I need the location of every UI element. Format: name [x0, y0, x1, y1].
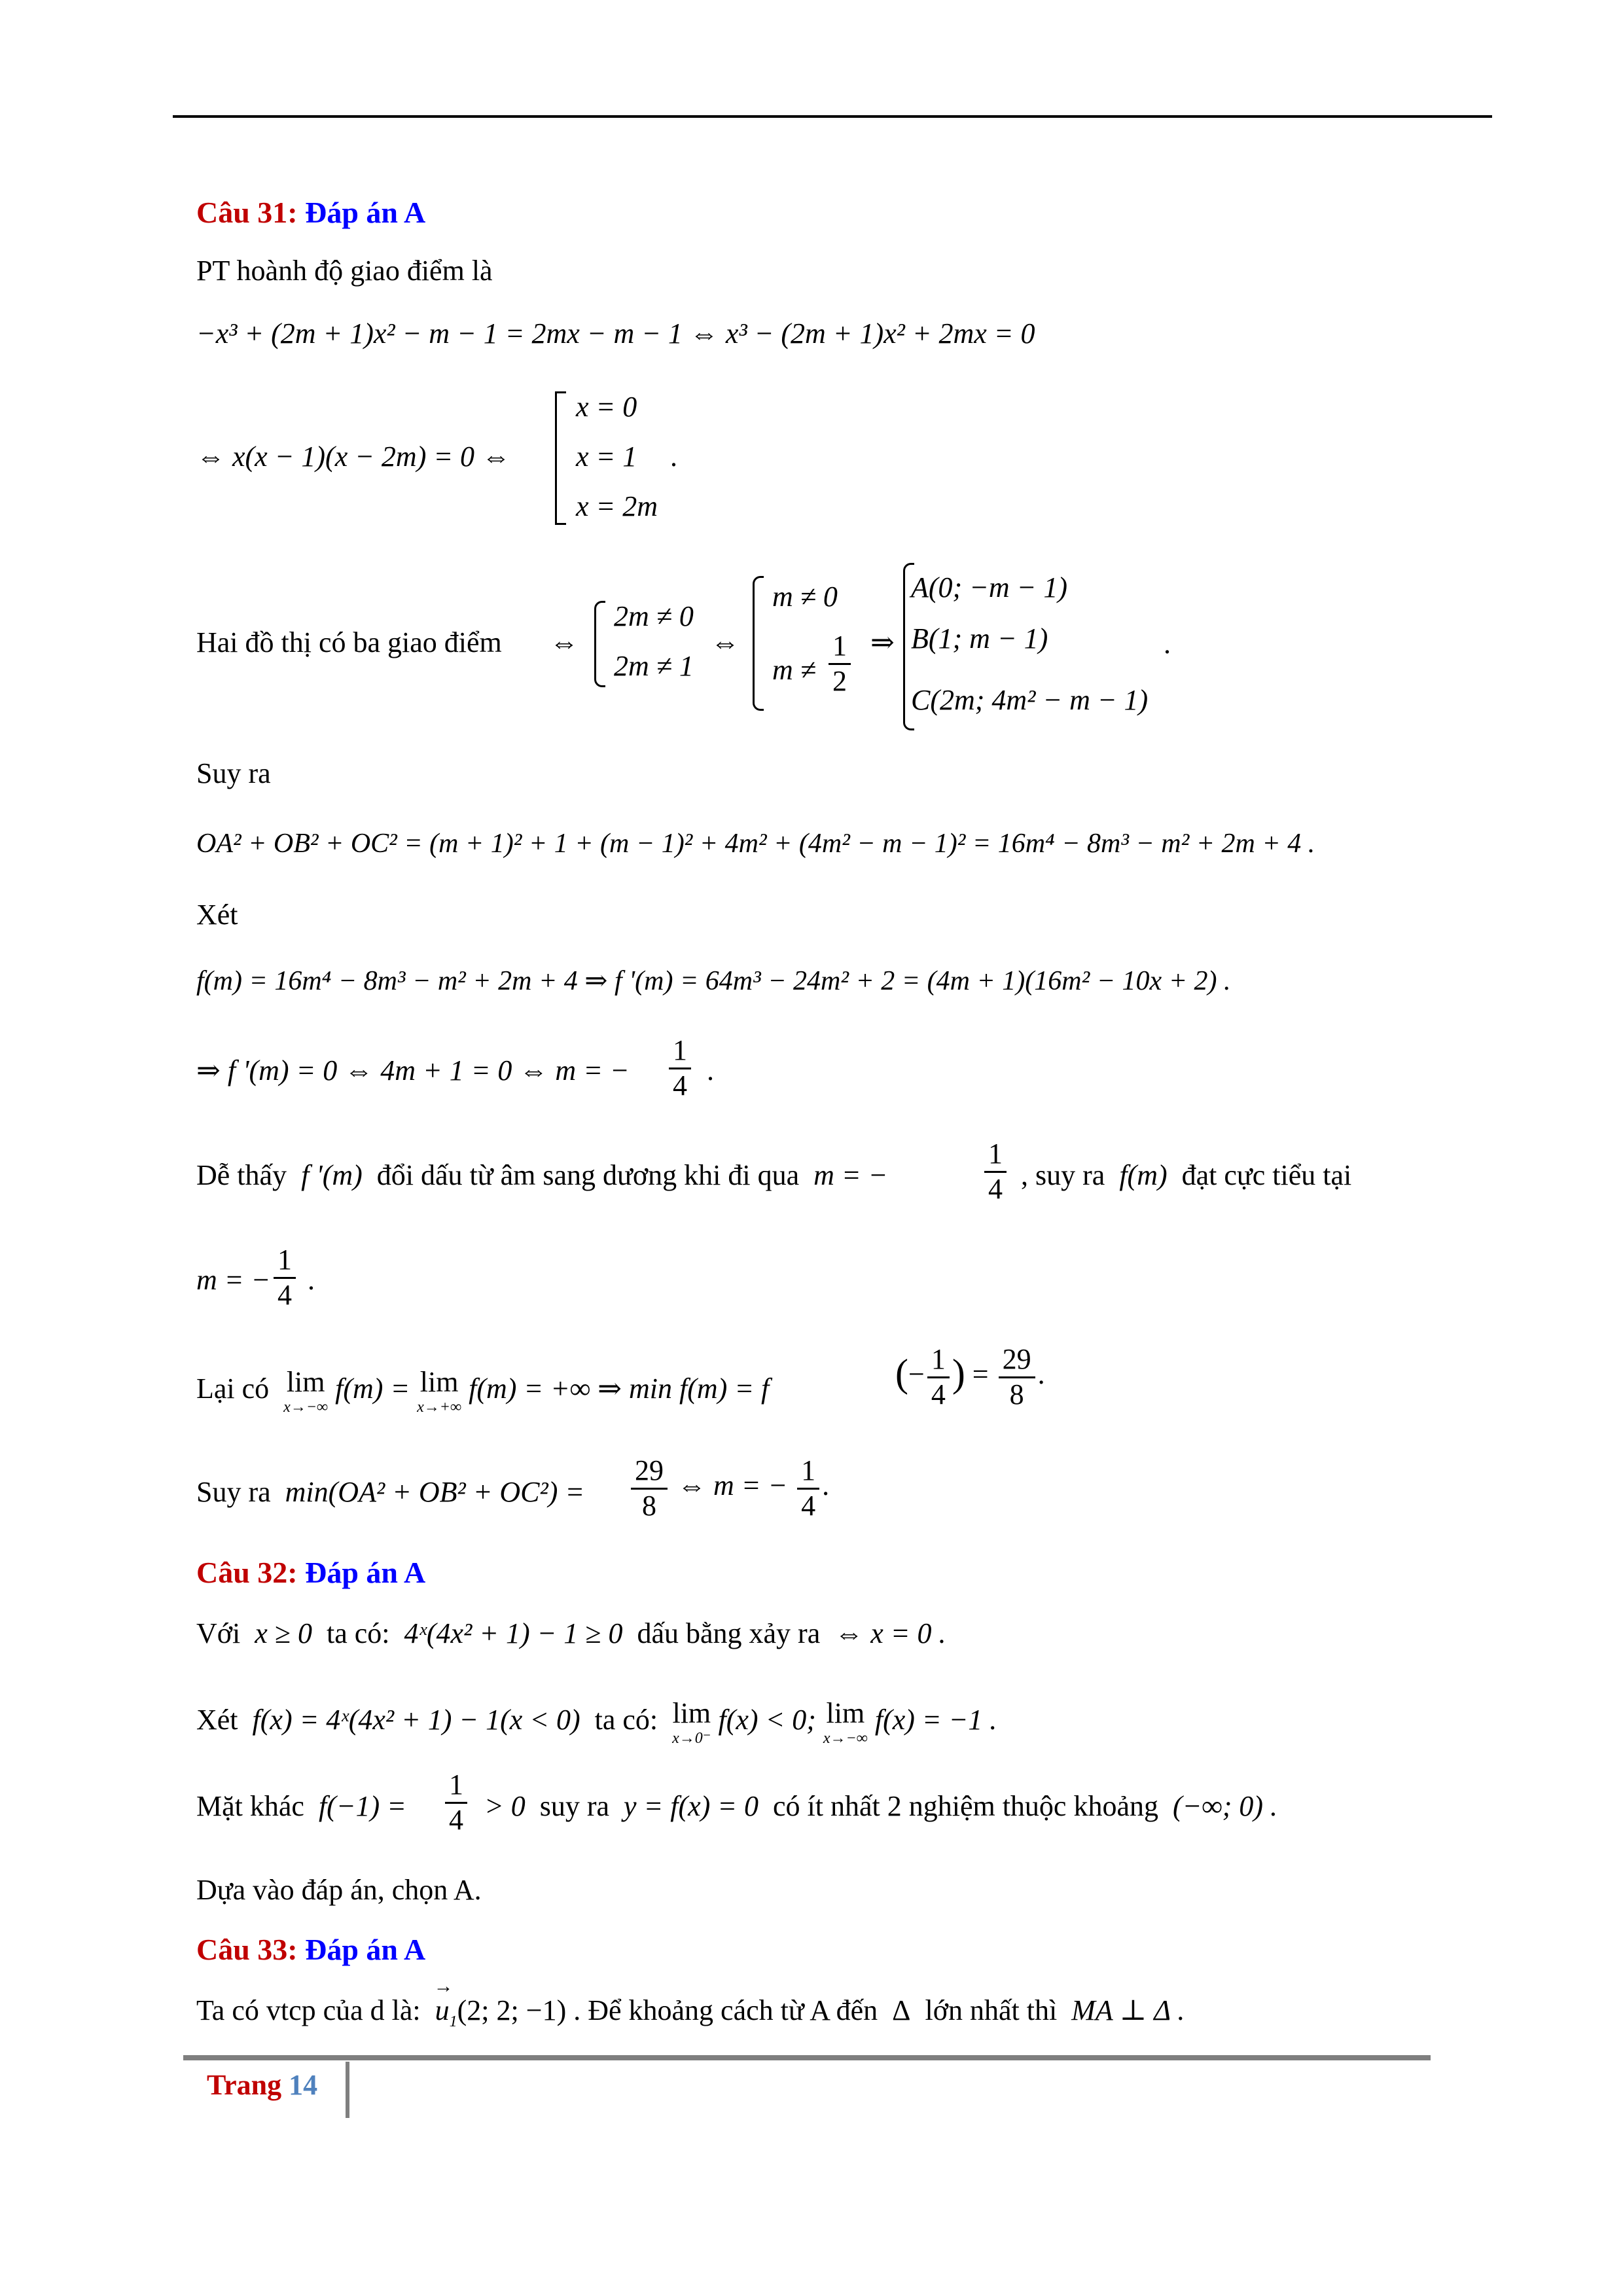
fraction-denominator: 4 [673, 1069, 687, 1102]
math: f(x) = −1 . [874, 1704, 997, 1736]
lim-sub: x→+∞ [417, 1399, 462, 1416]
text-suy-ra: Suy ra [196, 1476, 271, 1508]
fraction-numerator: 1 [274, 1244, 296, 1279]
q31-lai-co [196, 1368, 769, 1415]
q32-line-1 [196, 1619, 946, 1648]
q31-intro: PT hoành độ giao điểm là [196, 255, 493, 287]
period-2: . [1164, 628, 1171, 660]
math: f(x) < 0; [718, 1704, 816, 1736]
fraction-one-quarter [442, 1768, 470, 1837]
math: MA ⊥ Δ . [1071, 1994, 1185, 2026]
question-label: Câu 33: [196, 1933, 298, 1966]
text-fprime: f '(m) [301, 1159, 363, 1191]
answer-label: Đáp án A [305, 1556, 426, 1589]
root-2: x = 1 [576, 440, 637, 473]
text-de-thay: Dễ thấy [196, 1159, 287, 1191]
page-number: 14 [289, 2069, 318, 2101]
lim-word: lim [419, 1366, 459, 1398]
math: y = f(x) = 0 [624, 1790, 758, 1822]
fraction-denominator: 4 [801, 1489, 816, 1522]
fraction-numerator: 1 [927, 1343, 950, 1378]
math: x ≥ 0 [255, 1617, 312, 1649]
root-bracket [555, 391, 566, 525]
text: Mặt khác [196, 1790, 304, 1822]
fraction-denominator: 2 [832, 664, 847, 697]
period-3: . [707, 1054, 714, 1086]
limit-minus-infinity [283, 1368, 328, 1415]
header-rule [173, 115, 1492, 118]
fraction-denominator: 4 [449, 1803, 463, 1836]
page-footer [207, 2068, 317, 2102]
point-c: C(2m; 4m² − m − 1) [911, 684, 1149, 716]
cond2-b: m ≠ [772, 654, 816, 686]
question-33-heading [196, 1932, 425, 1967]
lim-sub: x→−∞ [823, 1730, 868, 1747]
fraction-denominator: 4 [931, 1378, 946, 1410]
lim-rest: f(m) = +∞ ⇒ min f(m) = f [469, 1372, 770, 1405]
point-b: B(1; m − 1) [911, 622, 1048, 655]
vector-subscript: 1 [449, 2013, 457, 2030]
text-cuc-tieu: đạt cực tiểu tại [1181, 1159, 1352, 1191]
text: ta có: [594, 1704, 658, 1736]
math: (−∞; 0) . [1173, 1790, 1278, 1822]
text-lai-co: Lại có [196, 1372, 270, 1405]
limit-minus-infinity [823, 1699, 868, 1746]
footer-word: Trang [207, 2069, 282, 2101]
fraction-numerator: 29 [631, 1454, 668, 1490]
vector-letter: u [435, 1994, 450, 2026]
lim-word: lim [672, 1697, 711, 1729]
cond2-a: m ≠ 0 [772, 581, 838, 613]
text-m-neg: m = − [813, 1159, 888, 1191]
answer-label: Đáp án A [305, 1933, 426, 1966]
answer-label: Đáp án A [305, 196, 426, 229]
cond1-a: 2m ≠ 0 [614, 600, 694, 632]
limit-plus-infinity [417, 1368, 461, 1415]
fraction-denominator: 8 [642, 1489, 656, 1522]
limit-zero-minus [672, 1699, 711, 1746]
math: 4ˣ(4x² + 1) − 1 ≥ 0 [404, 1617, 623, 1649]
question-32-heading [196, 1555, 425, 1590]
q31-equation-1: −x³ + (2m + 1)x² − m − 1 = 2mx − m − 1 ⇔ x³ − (2m + 1)x² + 2mx = 0 [196, 317, 1035, 350]
period: . [670, 440, 677, 473]
fraction-numerator: 1 [445, 1768, 467, 1804]
min-expression: min(OA² + OB² + OC²) = [285, 1476, 585, 1508]
lim-sub: x→−∞ [283, 1399, 329, 1416]
iff-symbol: ⇔ [550, 626, 579, 658]
q31-m-value: m = − [196, 1264, 271, 1296]
lim-word: lim [286, 1366, 325, 1398]
min-tail: ⇔ m = − [677, 1469, 788, 1502]
q31-factored-equation: ⇔ x(x − 1)(x − 2m) = 0 ⇔ [196, 440, 511, 473]
question-31-heading [196, 195, 425, 230]
footer-rule [183, 2055, 1431, 2060]
cond1-b: 2m ≠ 1 [614, 650, 694, 682]
footer-divider [346, 2062, 349, 2118]
period-4: . [308, 1264, 315, 1296]
text: lớn nhất thì [925, 1994, 1058, 2026]
fraction-denominator: 4 [277, 1278, 292, 1311]
fraction-numerator: 1 [669, 1034, 691, 1069]
fraction-numerator: 1 [984, 1138, 1007, 1173]
q31-suy-ra-min [196, 1478, 584, 1507]
q31-xet: Xét [196, 899, 238, 931]
q31-sum-of-squares: OA² + OB² + OC² = (m + 1)² + 1 + (m − 1)² + 4m² + (4m² − m − 1)² = 16m⁴ − 8m³ − m² + 2m + 4 . [196, 829, 1315, 859]
fraction-numerator: 29 [999, 1343, 1035, 1378]
fraction-neg-quarter: (− $\frac{1}{4}$ ) = $\frac{29}{8}$ . [895, 1343, 1045, 1410]
fraction-numerator: 1 [797, 1454, 819, 1490]
q33-line-1 [196, 1994, 1185, 2030]
math: f(−1) = [318, 1790, 406, 1822]
root-1: x = 0 [576, 391, 637, 423]
q31-three-points-text: Hai đồ thị có ba giao điểm [196, 626, 502, 658]
question-label: Câu 32: [196, 1556, 298, 1589]
fraction-quarter [666, 1034, 694, 1102]
text: Ta có vtcp của d là: [196, 1994, 421, 2026]
q31-de-thay-tail [1021, 1161, 1351, 1190]
q31-derivative-zero: ⇒ f '(m) = 0 ⇔ 4m + 1 = 0 ⇔ m = − [196, 1054, 630, 1086]
math: ⇔ x = 0 . [834, 1617, 946, 1649]
q31-function-derivative: f(m) = 16m⁴ − 8m³ − m² + 2m + 4 ⇒ f '(m) = 64m³ − 24m² + 2 = (4m + 1)(16m² − 10x + 2) . [196, 966, 1231, 996]
q32-line-4: Dựa vào đáp án, chọn A. [196, 1874, 482, 1906]
math: f(x) = 4ˣ(4x² + 1) − 1(x < 0) [252, 1704, 580, 1736]
fraction-denominator: 8 [1009, 1378, 1024, 1410]
text: suy ra [539, 1790, 610, 1822]
implies-symbol: ⇒ [870, 626, 895, 658]
text-fm: f(m) [1119, 1159, 1168, 1191]
text: ta có: [326, 1617, 390, 1649]
math: > 0 [484, 1790, 526, 1822]
text: có ít nhất 2 nghiệm thuộc khoảng [773, 1790, 1158, 1822]
direction-vector [435, 1994, 457, 2030]
iff-symbol-2: ⇔ [711, 626, 740, 658]
text: Xét [196, 1704, 238, 1736]
brace-1 [594, 601, 605, 687]
cond2-fraction [826, 630, 853, 698]
lim-sub: x→0⁻ [672, 1730, 711, 1747]
fraction-quarter-2 [982, 1138, 1009, 1206]
text: Với [196, 1617, 241, 1649]
fraction-numerator: 1 [829, 630, 851, 665]
text-doi-dau: đổi dấu từ âm sang dương khi đi qua [376, 1159, 800, 1191]
delta-symbol: Δ [892, 1994, 911, 2026]
question-label: Câu 31: [196, 196, 298, 229]
lim-f-1: f(m) = [335, 1372, 410, 1405]
root-3: x = 2m [576, 490, 658, 522]
q31-de-thay [196, 1161, 887, 1190]
q32-line-3b [484, 1792, 1277, 1821]
lim-word: lim [826, 1697, 865, 1729]
q31-suy-ra: Suy ra [196, 757, 271, 789]
q32-line-3a [196, 1792, 406, 1821]
min-result: $\frac{29}{8}$ ⇔ m = − $\frac{1}{4}$ . [628, 1454, 829, 1522]
text: dấu bằng xảy ra [637, 1617, 821, 1649]
text: (2; 2; −1) . Để khoảng cách từ A đến [457, 1994, 878, 2026]
fraction-quarter-3 [271, 1244, 298, 1312]
text-suy-ra: , suy ra [1021, 1159, 1105, 1191]
point-a: A(0; −m − 1) [911, 571, 1067, 603]
q32-line-2 [196, 1699, 997, 1746]
brace-2 [753, 576, 764, 711]
fraction-denominator: 4 [988, 1172, 1003, 1205]
